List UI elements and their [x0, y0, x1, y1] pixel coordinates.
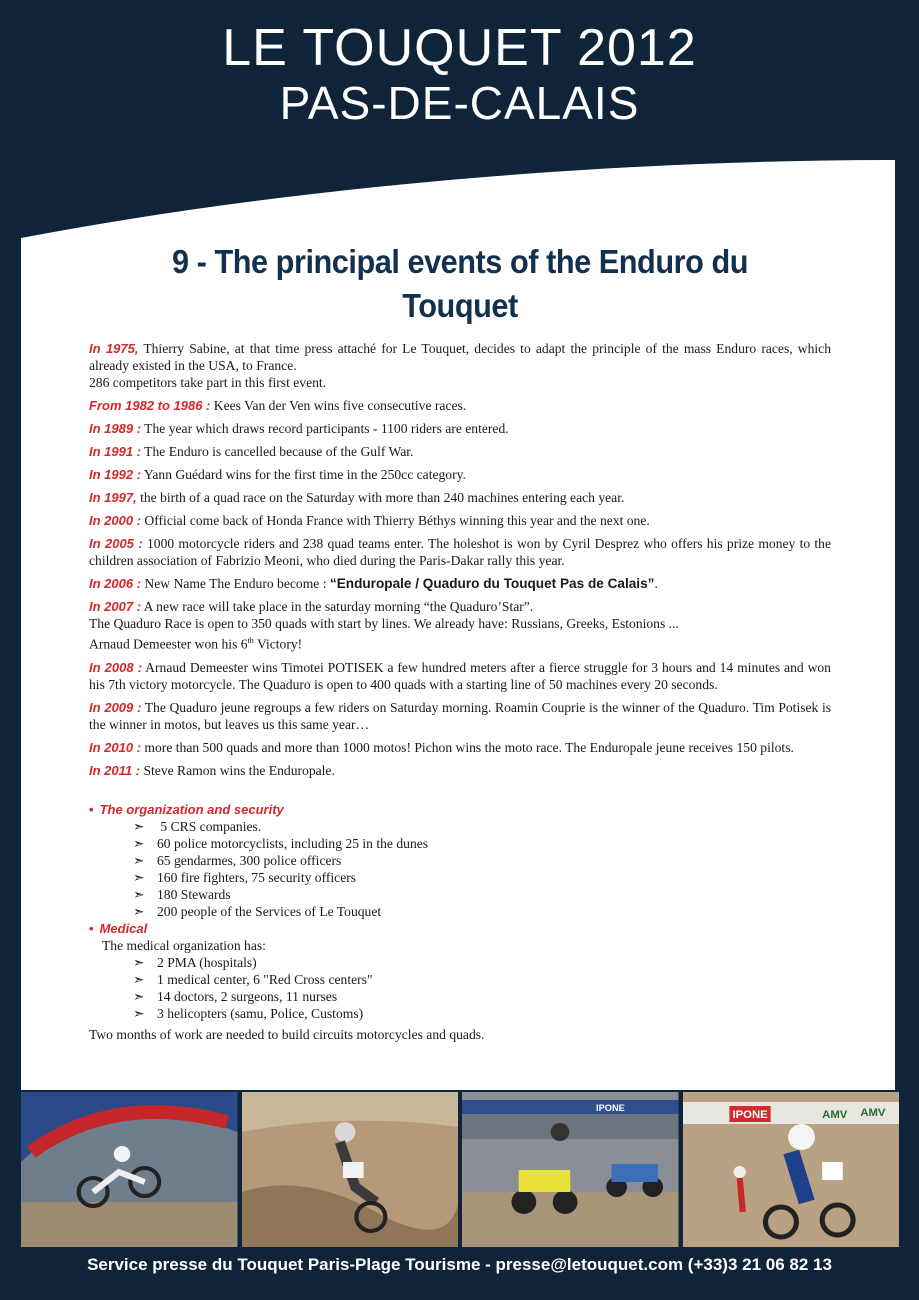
- entry-text: The Enduro is cancelled because of the Gulf War.: [141, 444, 414, 459]
- entry-sup: th: [247, 636, 254, 645]
- list-item-text: 200 people of the Services of Le Touquet: [157, 903, 382, 919]
- entry-extra: 286 competitors take part in this first event.: [89, 375, 327, 390]
- entry-text: Thierry Sabine, at that time press attaché for Le Touquet, decides to adapt the principle of the mass Enduro races, which already existed in the USA, to France.: [89, 341, 831, 373]
- entry-year: In 2010 :: [89, 739, 142, 755]
- entry-year: In 1992 :: [89, 467, 142, 482]
- banner-title: LE TOUQUET 2012: [222, 19, 697, 77]
- entry-year: In 2000 :: [89, 513, 142, 528]
- page-title: 9 - The principal events of the Enduro du Touquet: [171, 243, 749, 324]
- arrow-icon: ➣: [133, 835, 145, 851]
- arrow-icon: ➣: [133, 886, 145, 902]
- entry-1997: [89, 489, 831, 506]
- entry-2007: [89, 598, 831, 653]
- entry-year: In 1989 :: [89, 421, 142, 436]
- medical-heading: [89, 920, 831, 937]
- list-item: [133, 1005, 831, 1022]
- entry-2010: [89, 739, 831, 756]
- entry-year: In 2008 :: [89, 659, 143, 675]
- photo-dune-rider: [242, 1092, 459, 1247]
- footer-contact: Service presse du Touquet Paris-Plage Tourisme - presse@letouquet.com (+33)3 21 06 82 13: [87, 1255, 832, 1274]
- list-item: [133, 818, 831, 835]
- entry-extra2: Arnaud Demeester won his 6: [89, 636, 248, 652]
- entry-extra: The Quaduro Race is open to 350 quads with start by lines. We already have: Russians, Greeks, Estonions ...: [89, 616, 679, 631]
- organization-title: The organization and security: [99, 801, 284, 817]
- entry-year: In 1997,: [89, 490, 137, 505]
- arrow-icon: ➣: [133, 954, 145, 970]
- entry-text: Official come back of Honda France with Thierry Béthys winning this year and the next one.: [141, 513, 650, 528]
- entry-2011: [89, 762, 831, 779]
- arrow-icon: ➣: [133, 903, 145, 919]
- photo-banner-text: IPONE: [596, 1103, 625, 1113]
- entry-tail: .: [654, 576, 658, 591]
- organization-list: [89, 818, 831, 920]
- entry-year: In 2006 :: [89, 576, 142, 591]
- entry-2000: [89, 512, 831, 529]
- entry-year: In 1975,: [89, 341, 139, 356]
- entry-text: 1000 motorcycle riders and 238 quad teams enter. The holeshot is won by Cyril Desprez who offers his prize money to the children association of Fabrizio Meoni, who died during the Paris-Dakar rally this year.: [89, 536, 832, 568]
- list-item-text: 160 fire fighters, 75 security officers: [157, 869, 357, 885]
- entry-2005: [89, 535, 831, 569]
- list-item: [133, 971, 831, 988]
- entry-2006: [89, 575, 831, 592]
- entry-text: Steve Ramon wins the Enduropale.: [140, 762, 335, 778]
- entry-text: The Quaduro jeune regroups a few riders on Saturday morning. Roamin Couprie is the winner of the Quaduro. Tim Potisek is the winner in motos, but leaves us this same year…: [89, 699, 832, 732]
- main-content: [89, 240, 831, 1043]
- list-item: [133, 954, 831, 971]
- entry-1992: [89, 466, 831, 483]
- photo-motocross-rider: [683, 1092, 900, 1247]
- list-item-text: 1 medical center, 6 "Red Cross centers": [157, 971, 373, 987]
- arrow-icon: ➣: [133, 869, 145, 885]
- photo-banner-ipone: IPONE: [731, 1109, 768, 1121]
- list-item-text: 60 police motorcyclists, including 25 in the dunes: [157, 835, 429, 851]
- list-item: [133, 835, 831, 852]
- entry-year: In 2011 :: [89, 762, 141, 778]
- list-item: [133, 988, 831, 1005]
- entry-year: In 2005 :: [89, 536, 143, 551]
- list-item: [133, 886, 831, 903]
- entry-1975: [89, 340, 831, 391]
- entry-1982: [89, 397, 831, 414]
- organization-heading: [89, 801, 831, 818]
- entry-text: The year which draws record participants - 1100 riders are entered.: [141, 421, 509, 436]
- photo-strip: [21, 1092, 899, 1247]
- photo-banner-amv-2: AMV: [859, 1107, 885, 1119]
- photo-motocross-jump: [21, 1092, 238, 1247]
- bullet-icon: •: [89, 801, 94, 817]
- entry-year: From 1982 to 1986 :: [89, 398, 211, 413]
- bullet-icon: •: [89, 920, 94, 936]
- entry-text: A new race will take place in the saturday morning “the Quaduro’Star”.: [141, 599, 534, 614]
- photo-banner-amv: AMV: [821, 1109, 847, 1121]
- entry-text: Arnaud Demeester wins Timotei POTISEK a few hundred meters after a fierce struggle for 3 hours and 14 minutes and won his 7th victory motorcycle. The Quaduro is open to 400 quads with a starting line of 50 machines every 20 seconds.: [89, 659, 831, 692]
- entry-text: New Name The Enduro become :: [141, 576, 330, 591]
- list-item-text: 5 CRS companies.: [157, 818, 262, 834]
- list-item: [133, 903, 831, 920]
- entry-2009: [89, 699, 831, 733]
- entry-2008: [89, 659, 831, 693]
- entry-year: In 1991 :: [89, 444, 142, 459]
- closing-text: Two months of work are needed to build circuits motorcycles and quads.: [89, 1026, 485, 1042]
- list-item-text: 14 doctors, 2 surgeons, 11 nurses: [157, 988, 338, 1004]
- medical-title: Medical: [99, 920, 148, 936]
- list-item-text: 3 helicopters (samu, Police, Customs): [157, 1005, 364, 1021]
- list-item-text: 2 PMA (hospitals): [157, 954, 257, 970]
- arrow-icon: ➣: [133, 988, 145, 1004]
- entry-text: Yann Guédard wins for the first time in the 250cc category.: [141, 467, 466, 482]
- entry-1991: [89, 443, 831, 460]
- photo-quads-race: [462, 1092, 679, 1247]
- list-item: [133, 869, 831, 886]
- entry-highlight: “Enduropale / Quaduro du Touquet Pas de Calais”: [329, 576, 655, 591]
- medical-intro: The medical organization has:: [102, 937, 266, 953]
- list-item-text: 65 gendarmes, 300 police officers: [157, 852, 342, 868]
- entry-year: In 2007 :: [89, 599, 142, 614]
- entry-1989: [89, 420, 831, 437]
- arrow-icon: ➣: [133, 852, 145, 868]
- entry-year: In 2009 :: [89, 699, 142, 715]
- entry-text: the birth of a quad race on the Saturday with more than 240 machines entering each year.: [136, 490, 625, 505]
- list-item: [133, 852, 831, 869]
- arrow-icon: ➣: [133, 971, 145, 987]
- arrow-icon: ➣: [133, 818, 145, 834]
- entry-text: more than 500 quads and more than 1000 motos! Pichon wins the moto race. The Enduropale jeune receives 150 pilots.: [141, 739, 794, 755]
- arrow-icon: ➣: [133, 1005, 145, 1021]
- list-item-text: 180 Stewards: [157, 886, 231, 902]
- entry-extra2-tail: Victory!: [253, 636, 303, 652]
- medical-list: [89, 954, 831, 1022]
- entry-text: Kees Van der Ven wins five consecutive races.: [210, 398, 467, 413]
- banner-subtitle: PAS-DE-CALAIS: [279, 77, 640, 129]
